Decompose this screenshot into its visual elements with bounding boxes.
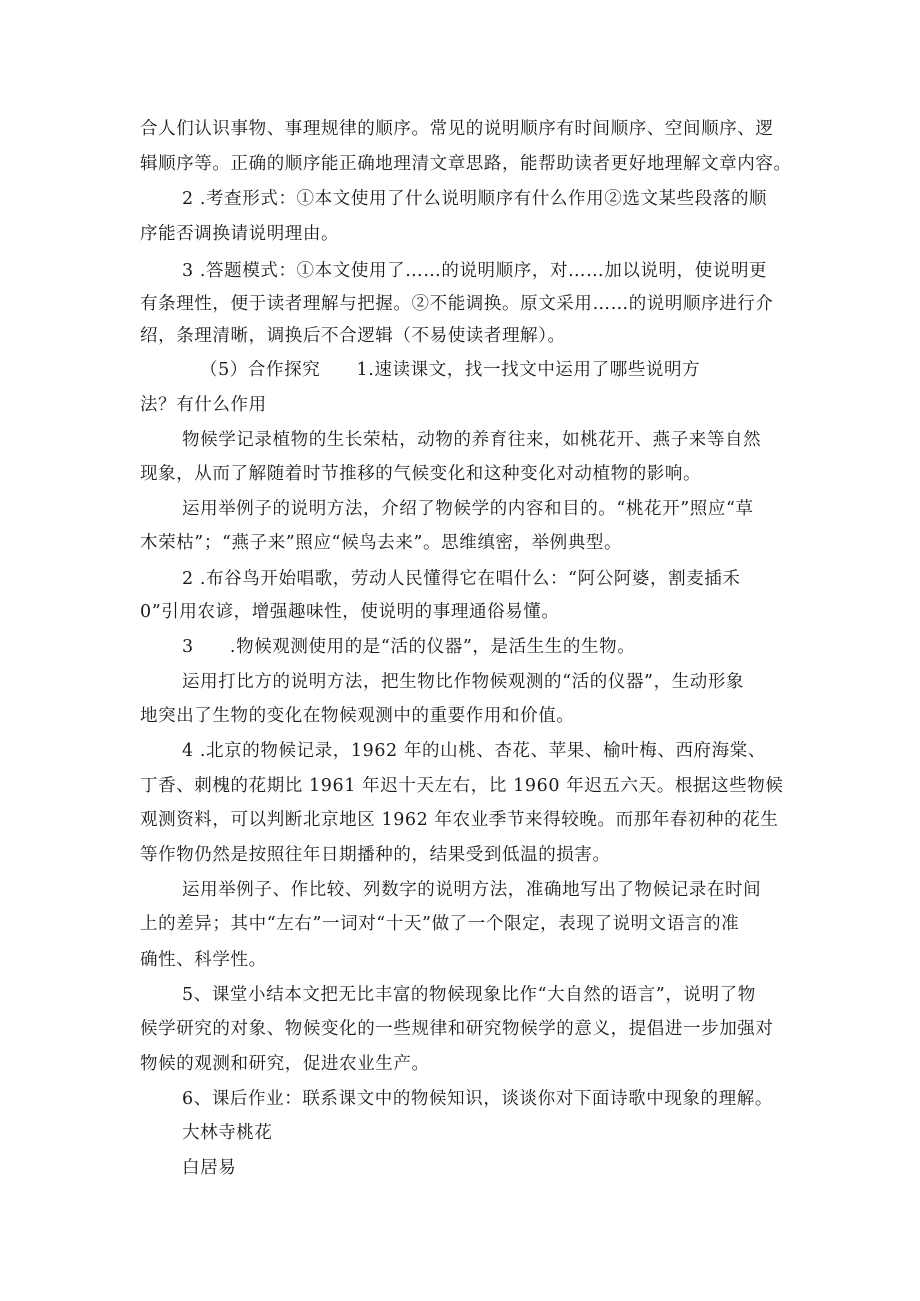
poem-author: 白居易	[182, 1158, 237, 1178]
text-line: 有条理性，便于读者理解与把握。②不能调换。原文采用……的说明顺序进行介	[140, 294, 774, 314]
text-line: 6、课后作业：联系课文中的物候知识，谈谈你对下面诗歌中现象的理解。	[182, 1089, 773, 1109]
text-line: 合人们认识事物、事理规律的顺序。常见的说明顺序有时间顺序、空间顺序、逻	[140, 119, 774, 139]
text-line: 法？有什么作用	[140, 395, 267, 415]
text-line: 辑顺序等。正确的顺序能正确地理清文章思路，能帮助读者更好地理解文章内容。	[140, 154, 792, 174]
text-line: 3 .物候观测使用的是“活的仪器”，是活生生的生物。	[182, 637, 636, 657]
text-line: 运用举例子、作比较、列数字的说明方法，准确地写出了物候记录在时间	[182, 880, 762, 900]
text-line: 等作物仍然是按照往年日期播种的，结果受到低温的损害。	[140, 845, 611, 865]
text-line: 观测资料，可以判断北京地区 1962 年农业季节来得较晚。而那年春初种的花生	[140, 810, 779, 830]
text-line: 3 .答题模式：①本文使用了……的说明顺序，对……加以说明，使说明更	[182, 261, 768, 281]
text-line: 运用举例子的说明方法，介绍了物候学的内容和目的。“桃花开”照应“草	[182, 499, 754, 519]
text-line: 候学研究的对象、物候变化的一些规律和研究物候学的意义，提倡进一步加强对	[140, 1019, 774, 1039]
text-line: 运用打比方的说明方法，把生物比作物候观测的“活的仪器”，生动形象	[182, 672, 745, 692]
text-line: 0”引用农谚，增强趣味性，使说明的事理通俗易懂。	[140, 602, 560, 622]
text-line: 木荣枯”；“燕子来”照应“候鸟去来”。思维缜密，举例典型。	[140, 533, 623, 553]
text-line: 序能否调换请说明理由。	[140, 224, 340, 244]
text-line: 现象，从而了解随着时节推移的气候变化和这种变化对动植物的影响。	[140, 464, 702, 484]
text-line: 丁香、刺槐的花期比 1961 年迟十天左右，比 1960 年迟五六天。根据这些物候	[140, 776, 784, 796]
text-line: 物候的观测和研究，促进农业生产。	[140, 1054, 430, 1074]
text-line: 2 .考查形式：①本文使用了什么说明顺序有什么作用②选文某些段落的顺	[182, 189, 768, 209]
text-line: 5、课堂小结本文把无比丰富的物候现象比作“大自然的语言”，说明了物	[182, 985, 756, 1005]
text-line: 确性、科学性。	[140, 950, 267, 970]
text-line: 4 .北京的物候记录，1962 年的山桃、杏花、苹果、榆叶梅、西府海棠、	[182, 741, 766, 761]
text-line: 绍，条理清晰，调换后不合逻辑（不易使读者理解）。	[140, 326, 566, 346]
poem-title: 大林寺桃花	[182, 1123, 273, 1143]
text-line: 2 .布谷鸟开始唱歌，劳动人民懂得它在唱什么：“阿公阿婆，割麦插禾	[182, 569, 741, 589]
text-line: （5）合作探究 1.速读课文，找一找文中运用了哪些说明方	[200, 360, 701, 380]
text-line: 物候学记录植物的生长荣枯，动物的养育往来，如桃花开、燕子来等自然	[182, 430, 762, 450]
text-line: 地突出了生物的变化在物候观测中的重要作用和价值。	[140, 706, 575, 726]
text-line: 上的差异；其中“左右”一词对“十天”做了一个限定，表现了说明文语言的准	[140, 914, 740, 934]
